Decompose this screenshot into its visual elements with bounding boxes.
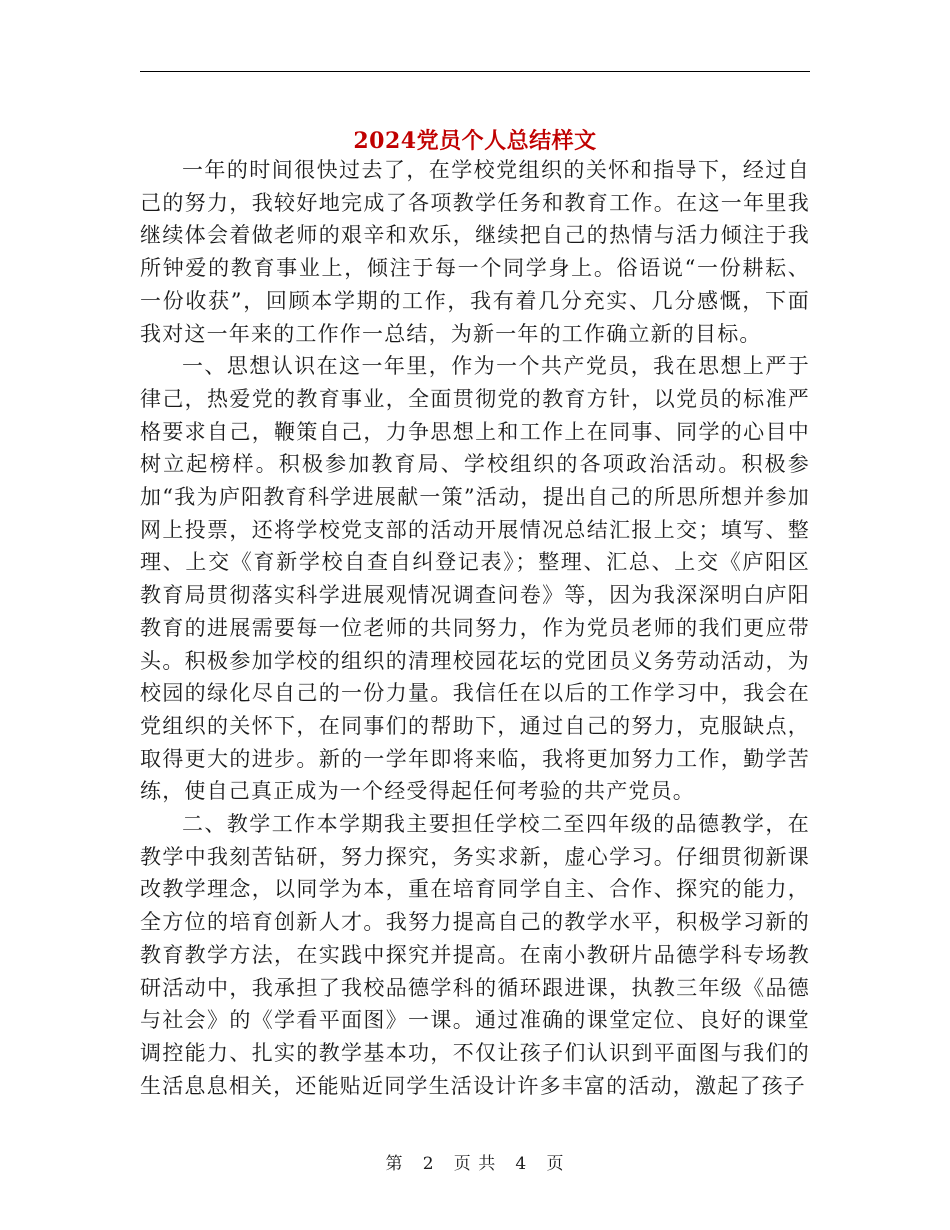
footer-middle: 页 共 <box>453 1154 497 1174</box>
document-body <box>140 154 810 1102</box>
footer-current-page: 2 <box>422 1154 435 1174</box>
footer-total-pages: 4 <box>515 1154 528 1174</box>
header-rule <box>140 71 810 72</box>
page-number-footer <box>0 1152 950 1176</box>
footer-suffix: 页 <box>546 1154 565 1174</box>
paragraph-intro: 一年的时间很快过去了，在学校党组织的关怀和指导下，经过自己的努力，我较好地完成了各项教学任务和教育工作。在这一年里我继续体会着做老师的艰辛和欢乐，继续把自己的热情与活力倾注于我所钟爱的教育事业上，倾注于每一个同学身上。俗语说“一份耕耘、一份收获”，回顾本学期的工作，我有着几分充实、几分感慨，下面我对这一年来的工作作一总结，为新一年的工作确立新的目标。 <box>140 158 810 346</box>
document-title: 2024党员个人总结样文 <box>353 127 597 154</box>
paragraph-ideology: 一、思想认识在这一年里，作为一个共产党员，我在思想上严于律己，热爱党的教育事业，全面贯彻党的教育方针，以党员的标准严格要求自己，鞭策自己，力争思想上和工作上在同事、同学的心目中树立起榜样。积极参加教育局、学校组织的各项政治活动。积极参加“我为庐阳教育科学进展献一策”活动，提出自己的所思所想并参加网上投票，还将学校党支部的活动开展情况总结汇报上交；填写、整理、上交《育新学校自查自纠登记表》；整理、汇总、上交《庐阳区教育局贯彻落实科学进展观情况调查问卷》等，因为我深深明白庐阳教育的进展需要每一位老师的共同努力，作为党员老师的我们更应带头。积极参加学校的组织的清理校园花坛的党团员义务劳动活动，为校园的绿化尽自己的一份力量。我信任在以后的工作学习中，我会在党组织的关怀下，在同事们的帮助下，通过自己的努力，克服缺点，取得更大的进步。新的一学年即将来临，我将更加努力工作，勤学苦练，使自己真正成为一个经受得起任何考验的共产党员。 <box>140 354 810 804</box>
footer-prefix: 第 <box>385 1154 404 1174</box>
paragraph-teaching: 二、教学工作本学期我主要担任学校二至四年级的品德教学，在教学中我刻苦钻研，努力探究，务实求新，虚心学习。仔细贯彻新课改教学理念，以同学为本，重在培育同学自主、合作、探究的能力，全方位的培育创新人才。我努力提高自己的教学水平，积极学习新的教育教学方法，在实践中探究并提高。在南小教研片品德学科专场教研活动中，我承担了我校品德学科的循环跟进课，执教三年级《品德与社会》的《学看平面图》一课。通过准确的课堂定位、良好的课堂调控能力、扎实的教学基本功，不仅让孩子们认识到平面图与我们的生活息息相关，还能贴近同学生活设计许多丰富的活动，激起了孩子 <box>140 812 810 1098</box>
